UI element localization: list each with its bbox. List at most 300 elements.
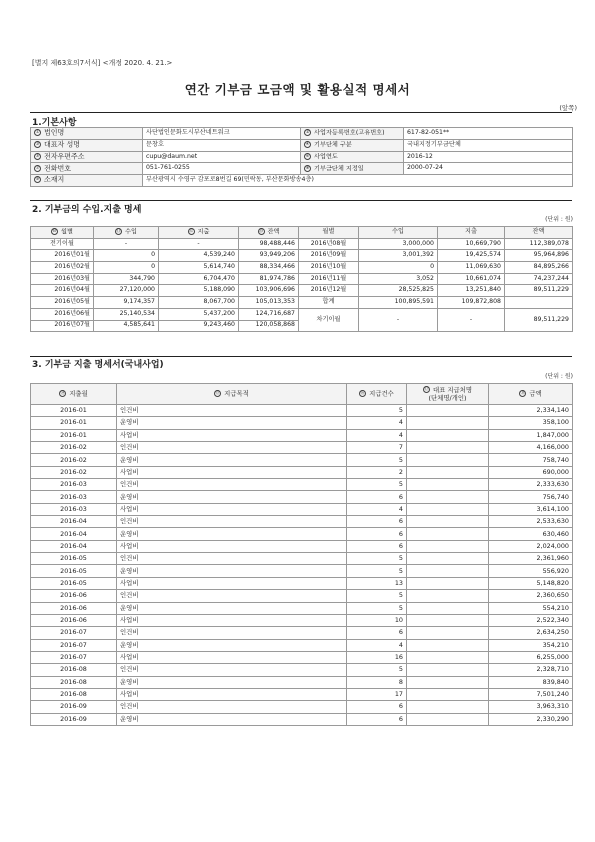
amount-cell: 103,906,696 — [239, 285, 299, 297]
field-label-text: 대표자 성명 — [44, 140, 81, 149]
expense-month-cell: 2016-06 — [31, 590, 117, 602]
amount-cell: 10,669,790 — [438, 238, 505, 250]
purpose-cell: 인건비 — [117, 405, 347, 417]
payee-cell — [407, 664, 489, 676]
purpose-cell: 사업비 — [117, 688, 347, 700]
amount-cell: 5,188,090 — [159, 285, 239, 297]
item-number-marker: ⑩ — [52, 229, 57, 235]
item-number-marker: ⑤ — [35, 153, 40, 159]
amount-cell: 81,974,786 — [239, 273, 299, 285]
amount-cell: 28,525,825 — [359, 285, 438, 297]
field-label-text: 사업자등록번호(고유번호) — [314, 129, 385, 137]
count-cell: 6 — [347, 516, 407, 528]
count-cell: 6 — [347, 713, 407, 725]
amount-cell: 4,585,641 — [94, 320, 159, 332]
amount-cell: 89,511,229 — [505, 285, 573, 297]
item-number-marker: ⑦ — [35, 165, 40, 171]
field-value: cupu@daum.net — [143, 151, 301, 163]
field-label-text: 기부단체 구분 — [314, 141, 352, 149]
count-cell: 5 — [347, 664, 407, 676]
amount-cell: 3,052 — [359, 273, 438, 285]
item-number-marker: ⑬ — [258, 229, 264, 235]
expense-month-cell: 2016-01 — [31, 417, 117, 429]
expense-month-cell: 2016-04 — [31, 516, 117, 528]
count-cell: 5 — [347, 602, 407, 614]
column-header — [489, 384, 573, 405]
amount-cell: 344,790 — [94, 273, 159, 285]
table-row — [31, 238, 573, 250]
field-label-text: 소재지 — [44, 175, 65, 184]
purpose-cell: 인건비 — [117, 664, 347, 676]
payee-cell — [407, 614, 489, 626]
column-header — [159, 227, 239, 239]
field-label — [31, 175, 143, 187]
count-cell: 4 — [347, 417, 407, 429]
column-header — [407, 384, 489, 405]
expense-month-cell: 2016-03 — [31, 491, 117, 503]
field-value: 문창호 — [143, 139, 301, 151]
address-value: 부산광역시 수영구 감포로8번길 69(민락동, 부산문화방송4층) — [143, 175, 573, 187]
purpose-cell: 운영비 — [117, 676, 347, 688]
amount-cell: 2,360,650 — [489, 590, 573, 602]
item-number-marker: ⑥ — [305, 153, 310, 159]
table-row — [31, 466, 573, 478]
column-header — [347, 384, 407, 405]
payee-cell — [407, 479, 489, 491]
amount-cell: 74,237,244 — [505, 273, 573, 285]
purpose-cell: 인건비 — [117, 627, 347, 639]
field-label-text: 전화번호 — [44, 164, 72, 173]
basic-info-row — [31, 163, 573, 175]
month-cell: 전기이월 — [31, 238, 94, 250]
column-header-subtext: (단체명/개인) — [428, 394, 467, 402]
payee-cell — [407, 577, 489, 589]
basic-info-row — [31, 128, 573, 140]
table-row — [31, 627, 573, 639]
section-2-unit: (단위 : 원) — [545, 216, 573, 223]
purpose-cell: 인건비 — [117, 479, 347, 491]
amount-cell: 6,704,470 — [159, 273, 239, 285]
payee-cell — [407, 528, 489, 540]
page-side-label: (앞쪽) — [559, 104, 577, 112]
section-2-rule — [30, 200, 572, 201]
section-2-title: 2. 기부금의 수입.지출 명세 — [32, 205, 142, 215]
column-header-text: 수입 — [125, 228, 137, 236]
amount-cell: 554,210 — [489, 602, 573, 614]
amount-cell: 4,166,000 — [489, 442, 573, 454]
amount-cell: 2,361,960 — [489, 553, 573, 565]
column-header-text: 지급목적 — [224, 389, 249, 398]
amount-cell: 9,174,357 — [94, 297, 159, 309]
count-cell: 4 — [347, 503, 407, 515]
amount-cell: 3,000,000 — [359, 238, 438, 250]
field-label-text: 전자우편주소 — [44, 152, 85, 161]
table-row — [31, 528, 573, 540]
purpose-cell: 사업비 — [117, 503, 347, 515]
column-header: 잔액 — [505, 227, 573, 239]
count-cell: 2 — [347, 466, 407, 478]
column-header-text: 월별 — [61, 228, 73, 236]
purpose-cell: 사업비 — [117, 614, 347, 626]
table-header-row — [31, 384, 573, 405]
item-number-marker: ② — [305, 130, 310, 136]
table-row — [31, 664, 573, 676]
table-row — [31, 479, 573, 491]
amount-cell — [505, 297, 573, 309]
column-header — [94, 227, 159, 239]
purpose-cell: 운영비 — [117, 454, 347, 466]
amount-cell: 11,069,630 — [438, 262, 505, 274]
purpose-cell: 사업비 — [117, 577, 347, 589]
carryover-label-cell: 차기이월 — [299, 308, 359, 331]
item-number-marker: ⑰ — [424, 387, 429, 393]
count-cell: 5 — [347, 553, 407, 565]
count-cell: 6 — [347, 627, 407, 639]
expense-month-cell: 2016-06 — [31, 614, 117, 626]
payee-cell — [407, 639, 489, 651]
expense-month-cell: 2016-05 — [31, 565, 117, 577]
amount-cell: 2,328,710 — [489, 664, 573, 676]
document-title: 연간 기부금 모금액 및 활용실적 명세서 — [184, 82, 411, 97]
item-number-marker: ⑪ — [116, 229, 121, 235]
amount-cell: 5,437,200 — [159, 308, 239, 320]
table-row — [31, 577, 573, 589]
amount-cell: 84,895,266 — [505, 262, 573, 274]
item-number-marker: ⑭ — [60, 391, 65, 397]
count-cell: 4 — [347, 639, 407, 651]
table-row — [31, 688, 573, 700]
field-label — [301, 139, 404, 151]
field-label-text: 법인명 — [44, 128, 65, 137]
table-row — [31, 540, 573, 552]
amount-cell: 13,251,840 — [438, 285, 505, 297]
item-number-marker: ③ — [35, 142, 40, 148]
table-row — [31, 405, 573, 417]
basic-info-row — [31, 151, 573, 163]
count-cell: 5 — [347, 590, 407, 602]
amount-cell: 124,716,687 — [239, 308, 299, 320]
amount-cell: 105,013,353 — [239, 297, 299, 309]
field-label-text: 사업연도 — [314, 153, 338, 161]
column-header — [31, 384, 117, 405]
expense-month-cell: 2016-02 — [31, 466, 117, 478]
amount-cell: 98,488,446 — [239, 238, 299, 250]
expense-month-cell: 2016-01 — [31, 429, 117, 441]
expense-month-cell: 2016-03 — [31, 479, 117, 491]
month-cell: 2016년09월 — [299, 250, 359, 262]
amount-cell: 839,840 — [489, 676, 573, 688]
payee-cell — [407, 713, 489, 725]
address-row — [31, 175, 573, 187]
month-cell: 2016년11월 — [299, 273, 359, 285]
item-number-marker: ⑫ — [188, 229, 194, 235]
month-cell: 2016년07월 — [31, 320, 94, 332]
expense-month-cell: 2016-08 — [31, 664, 117, 676]
purpose-cell: 사업비 — [117, 429, 347, 441]
month-cell: 2016년05월 — [31, 297, 94, 309]
amount-cell: 756,740 — [489, 491, 573, 503]
field-label — [301, 151, 404, 163]
purpose-cell: 운영비 — [117, 491, 347, 503]
field-label — [31, 163, 143, 175]
expense-month-cell: 2016-02 — [31, 442, 117, 454]
table-row — [31, 285, 573, 297]
field-label — [31, 139, 143, 151]
item-number-marker: ⑧ — [305, 165, 310, 171]
amount-cell: 120,058,868 — [239, 320, 299, 332]
column-header-text: 지출 — [197, 228, 210, 236]
amount-cell: 5,148,820 — [489, 577, 573, 589]
amount-cell: 1,847,000 — [489, 429, 573, 441]
purpose-cell: 사업비 — [117, 466, 347, 478]
section-3-title: 3. 기부금 지출 명세서(국내사업) — [32, 360, 164, 370]
amount-cell: 89,511,229 — [505, 308, 573, 331]
month-cell: 2016년12월 — [299, 285, 359, 297]
amount-cell: 3,963,310 — [489, 701, 573, 713]
field-value: 2016-12 — [404, 151, 573, 163]
count-cell: 4 — [347, 429, 407, 441]
amount-cell: 8,067,700 — [159, 297, 239, 309]
total-label-cell: 합계 — [299, 297, 359, 309]
amount-cell: 556,920 — [489, 565, 573, 577]
amount-cell: 100,895,591 — [359, 297, 438, 309]
item-number-marker: ⑯ — [360, 391, 365, 397]
payee-cell — [407, 590, 489, 602]
purpose-cell: 운영비 — [117, 602, 347, 614]
table-row — [31, 262, 573, 274]
table-row — [31, 553, 573, 565]
field-label-text: 기부금단체 지정일 — [314, 165, 364, 173]
section-1-title: 1.기본사항 — [32, 118, 77, 128]
purpose-cell: 운영비 — [117, 565, 347, 577]
column-header-text: 잔액 — [267, 228, 280, 236]
month-cell: 2016년06월 — [31, 308, 94, 320]
amount-cell: 0 — [94, 250, 159, 262]
amount-cell: 2,333,630 — [489, 479, 573, 491]
count-cell: 13 — [347, 577, 407, 589]
payee-cell — [407, 553, 489, 565]
table-row — [31, 491, 573, 503]
expense-month-cell: 2016-01 — [31, 405, 117, 417]
count-cell: 5 — [347, 405, 407, 417]
amount-cell: 88,334,466 — [239, 262, 299, 274]
payee-cell — [407, 627, 489, 639]
month-cell: 2016년04월 — [31, 285, 94, 297]
field-label — [31, 151, 143, 163]
payee-cell — [407, 491, 489, 503]
purpose-cell: 인건비 — [117, 516, 347, 528]
month-cell: 2016년02월 — [31, 262, 94, 274]
section-3-unit: (단위 : 원) — [545, 373, 573, 380]
table-row — [31, 297, 573, 309]
expense-month-cell: 2016-08 — [31, 688, 117, 700]
amount-cell: 3,614,100 — [489, 503, 573, 515]
amount-cell: 358,100 — [489, 417, 573, 429]
amount-cell: - — [94, 238, 159, 250]
column-header-text: 지출월 — [69, 389, 88, 398]
column-header: 지출 — [438, 227, 505, 239]
amount-cell: 2,533,630 — [489, 516, 573, 528]
count-cell: 10 — [347, 614, 407, 626]
column-header — [31, 227, 94, 239]
count-cell: 6 — [347, 540, 407, 552]
table-row — [31, 250, 573, 262]
table-row — [31, 676, 573, 688]
column-header: 수입 — [359, 227, 438, 239]
item-number-marker: ⑨ — [35, 177, 40, 183]
field-value: 051-761-0255 — [143, 163, 301, 175]
payee-cell — [407, 540, 489, 552]
amount-cell: 9,243,460 — [159, 320, 239, 332]
table-row — [31, 454, 573, 466]
amount-cell: 27,120,000 — [94, 285, 159, 297]
table-row — [31, 503, 573, 515]
item-number-marker: ④ — [305, 142, 310, 148]
column-header-text: 지급건수 — [369, 389, 394, 398]
purpose-cell: 운영비 — [117, 639, 347, 651]
form-id: [별지 제63호의7서식] <개정 2020. 4. 21.> — [32, 59, 173, 67]
table-row — [31, 273, 573, 285]
amount-cell: - — [359, 308, 438, 331]
month-cell: 2016년01월 — [31, 250, 94, 262]
count-cell: 5 — [347, 454, 407, 466]
amount-cell: 3,001,392 — [359, 250, 438, 262]
payee-cell — [407, 442, 489, 454]
purpose-cell: 운영비 — [117, 528, 347, 540]
payee-cell — [407, 701, 489, 713]
table-row — [31, 417, 573, 429]
purpose-cell: 운영비 — [117, 713, 347, 725]
amount-cell: 10,661,074 — [438, 273, 505, 285]
count-cell: 6 — [347, 528, 407, 540]
field-label — [301, 128, 404, 140]
count-cell: 6 — [347, 701, 407, 713]
expense-month-cell: 2016-05 — [31, 577, 117, 589]
count-cell: 17 — [347, 688, 407, 700]
amount-cell: 354,210 — [489, 639, 573, 651]
table-row — [31, 639, 573, 651]
expense-month-cell: 2016-04 — [31, 528, 117, 540]
expense-month-cell: 2016-05 — [31, 553, 117, 565]
field-label — [301, 163, 404, 175]
field-value: 617-82-051** — [404, 128, 573, 140]
amount-cell: 25,140,534 — [94, 308, 159, 320]
payee-cell — [407, 676, 489, 688]
count-cell: 5 — [347, 565, 407, 577]
table-row — [31, 713, 573, 725]
amount-cell: 4,539,240 — [159, 250, 239, 262]
field-value: 사단법인문화도시부산네트워크 — [143, 128, 301, 140]
section-1-rule — [30, 112, 572, 113]
expense-month-cell: 2016-07 — [31, 651, 117, 663]
amount-cell: 0 — [359, 262, 438, 274]
field-label — [31, 128, 143, 140]
expense-month-cell: 2016-07 — [31, 639, 117, 651]
expense-month-cell: 2016-04 — [31, 540, 117, 552]
table-row — [31, 429, 573, 441]
table-header-row — [31, 227, 573, 239]
amount-cell: 5,614,740 — [159, 262, 239, 274]
payee-cell — [407, 503, 489, 515]
payee-cell — [407, 466, 489, 478]
expense-month-cell: 2016-06 — [31, 602, 117, 614]
expense-month-cell: 2016-09 — [31, 713, 117, 725]
item-number-marker: ⑱ — [520, 391, 526, 397]
payee-cell — [407, 454, 489, 466]
amount-cell: 2,334,140 — [489, 405, 573, 417]
table-row — [31, 614, 573, 626]
column-header: 월별 — [299, 227, 359, 239]
amount-cell: 0 — [94, 262, 159, 274]
amount-cell: 6,255,000 — [489, 651, 573, 663]
count-cell: 5 — [347, 479, 407, 491]
purpose-cell: 인건비 — [117, 553, 347, 565]
amount-cell: 2,634,250 — [489, 627, 573, 639]
expense-month-cell: 2016-03 — [31, 503, 117, 515]
table-row — [31, 516, 573, 528]
payee-cell — [407, 602, 489, 614]
basic-info-row — [31, 139, 573, 151]
amount-cell: - — [159, 238, 239, 250]
payee-cell — [407, 429, 489, 441]
amount-cell: 758,740 — [489, 454, 573, 466]
table-row — [31, 442, 573, 454]
amount-cell: 2,522,340 — [489, 614, 573, 626]
item-number-marker: ① — [35, 130, 40, 136]
table-row — [31, 565, 573, 577]
month-cell: 2016년08월 — [299, 238, 359, 250]
count-cell: 16 — [347, 651, 407, 663]
purpose-cell: 인건비 — [117, 442, 347, 454]
payee-cell — [407, 565, 489, 577]
expense-detail-table — [30, 383, 573, 726]
purpose-cell: 사업비 — [117, 651, 347, 663]
table-row — [31, 308, 573, 320]
field-value: 국내지정기부금단체 — [404, 139, 573, 151]
payee-cell — [407, 688, 489, 700]
purpose-cell: 인건비 — [117, 590, 347, 602]
amount-cell: - — [438, 308, 505, 331]
expense-month-cell: 2016-07 — [31, 627, 117, 639]
table-row — [31, 701, 573, 713]
column-header — [117, 384, 347, 405]
basic-info-table — [30, 127, 573, 187]
income-expense-table — [30, 226, 573, 332]
purpose-cell: 운영비 — [117, 417, 347, 429]
column-header-text: 대표 지급처명 — [432, 385, 473, 394]
amount-cell: 690,000 — [489, 466, 573, 478]
payee-cell — [407, 651, 489, 663]
table-row — [31, 590, 573, 602]
payee-cell — [407, 516, 489, 528]
amount-cell: 2,330,290 — [489, 713, 573, 725]
column-header-text: 금액 — [529, 389, 542, 398]
item-number-marker: ⑮ — [215, 391, 220, 397]
amount-cell: 109,872,808 — [438, 297, 505, 309]
expense-month-cell: 2016-08 — [31, 676, 117, 688]
month-cell: 2016년03월 — [31, 273, 94, 285]
amount-cell: 19,425,574 — [438, 250, 505, 262]
amount-cell: 93,949,206 — [239, 250, 299, 262]
amount-cell: 630,460 — [489, 528, 573, 540]
column-header — [239, 227, 299, 239]
amount-cell: 7,501,240 — [489, 688, 573, 700]
expense-month-cell: 2016-02 — [31, 454, 117, 466]
count-cell: 7 — [347, 442, 407, 454]
purpose-cell: 사업비 — [117, 540, 347, 552]
month-cell: 2016년10월 — [299, 262, 359, 274]
payee-cell — [407, 417, 489, 429]
